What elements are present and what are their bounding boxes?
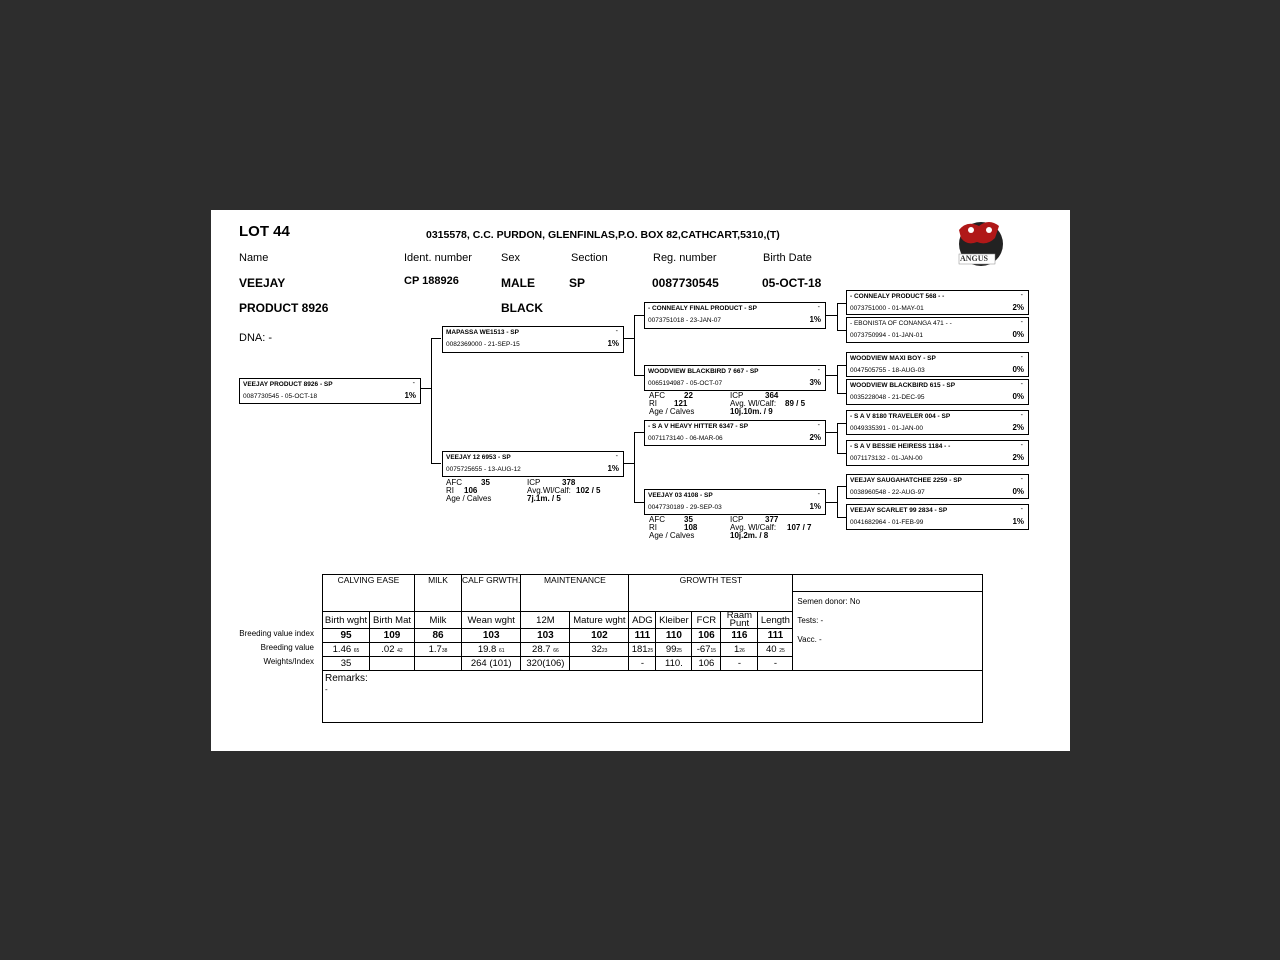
bv-cell: 1.46 65	[323, 643, 370, 657]
vacc-value: Vacc. -	[797, 635, 822, 644]
group-milk: MILK	[415, 575, 462, 612]
bv-cell: 1.738	[415, 643, 462, 657]
bv-cell: -6715	[692, 643, 721, 657]
pedigree-sire: MAPASSA WE1513 - SP - 0082369000 - 21-SEP-15 1%	[442, 326, 624, 353]
pedigree-g4-8: VEEJAY SCARLET 99 2834 - SP - 0041682964 - 01-FEB-99 1%	[846, 504, 1029, 530]
weight-cell	[370, 657, 415, 671]
weight-cell: 35	[323, 657, 370, 671]
owner-details: 0315578, C.C. PURDON, GLENFINLAS,P.O. BOX 82,CATHCART,5310,(T)	[426, 229, 780, 241]
index-cell: 103	[462, 629, 521, 643]
sex-value: MALE	[501, 276, 535, 290]
lot-number: LOT 44	[239, 223, 290, 240]
weight-cell: 264 (101)	[462, 657, 521, 671]
weight-cell: 110.	[656, 657, 692, 671]
remarks-section	[323, 671, 983, 723]
col-12m: 12M	[521, 612, 570, 629]
animal-notes	[793, 592, 983, 671]
group-maintenance: MAINTENANCE	[521, 575, 629, 612]
sire-dam-performance: AFC 22 ICP 364 RI 121 Avg. Wl/Calf: 89 / 5 Age / Calves 10j.10m. / 9	[649, 391, 806, 416]
col-wean-wght: Wean wght	[462, 612, 521, 629]
tests-value: Tests: -	[797, 616, 824, 625]
bv-cell: 126	[721, 643, 758, 657]
bv-cell: 9925	[656, 643, 692, 657]
semen-donor: Semen donor: No	[797, 597, 861, 606]
label-ident: Ident. number	[404, 252, 472, 264]
index-cell: 110	[656, 629, 692, 643]
col-mature-wght: Mature wght	[570, 612, 629, 629]
group-calf-growth: CALF GRWTH.	[462, 575, 521, 612]
group-calving-ease: CALVING EASE	[323, 575, 415, 612]
dna-status: DNA: -	[239, 332, 272, 344]
pedigree-dam-dam: VEEJAY 03 4108 - SP - 0047730189 - 29-SEP-03 1%	[644, 489, 826, 515]
bv-cell: 40 25	[758, 643, 793, 657]
breeding-value-table	[322, 574, 983, 723]
pedigree-g4-2: - EBONISTA OF CONANGA 471 - - - 0073750994 - 01-JAN-01 0%	[846, 317, 1029, 343]
col-kleiber: Kleiber	[656, 612, 692, 629]
dam-dam-performance: AFC 35 ICP 377 RI 108 Avg. Wl/Calf: 107 / 7 Age / Calves 10j.2m. / 8	[649, 515, 812, 540]
bv-cell: 28.7 66	[521, 643, 570, 657]
pedigree-g4-7: VEEJAY SAUGAHATCHEE 2259 - SP - 0038960548 - 22-AUG-97 0%	[846, 474, 1029, 499]
pedigree-g4-1: - CONNEALY PRODUCT 568 - - - 0073751000 - 01-MAY-01 2%	[846, 290, 1029, 315]
label-birth: Birth Date	[763, 252, 812, 264]
pedigree-g4-4: WOODVIEW BLACKBIRD 615 - SP - 0035228048 - 21-DEC-95 0%	[846, 379, 1029, 405]
index-cell: 106	[692, 629, 721, 643]
pedigree-dam: VEEJAY 12 6953 - SP - 0075725655 - 13-AUG-12 1%	[442, 451, 624, 477]
label-sex: Sex	[501, 252, 520, 264]
col-adg: ADG	[629, 612, 656, 629]
label-reg: Reg. number	[653, 252, 717, 264]
index-cell: 95	[323, 629, 370, 643]
animal-name-line2: PRODUCT 8926	[239, 301, 329, 315]
col-fcr: FCR	[692, 612, 721, 629]
dam-performance: AFC 35 ICP 378 RI 106 Avg.Wl/Calf: 102 / 5 Age / Calves 7j.1m. / 5	[446, 478, 601, 503]
ident-number: CP 188926	[404, 275, 459, 287]
pedigree-subject: VEEJAY PRODUCT 8926 - SP - 0087730545 - 05-OCT-18 1%	[239, 378, 421, 404]
colour-value: BLACK	[501, 301, 543, 315]
bv-cell: 18125	[629, 643, 656, 657]
animal-name-line1: VEEJAY	[239, 276, 286, 290]
weight-cell: 320(106)	[521, 657, 570, 671]
remarks-value: -	[325, 685, 328, 694]
section-value: SP	[569, 276, 586, 290]
index-cell: 111	[629, 629, 656, 643]
label-section: Section	[571, 252, 608, 264]
index-cell: 102	[570, 629, 629, 643]
pedigree-dam-sire: - S A V HEAVY HITTER 6347 - SP - 0071173140 - 06-MAR-06 2%	[644, 420, 826, 446]
index-cell: 109	[370, 629, 415, 643]
bv-cell: .02 42	[370, 643, 415, 657]
label-name: Name	[239, 252, 269, 264]
index-cell: 116	[721, 629, 758, 643]
col-raam-punt: Raam Punt	[721, 612, 758, 629]
group-growth-test: GROWTH TEST	[629, 575, 793, 612]
reg-number: 0087730545	[652, 276, 719, 290]
bv-cell: 3223	[570, 643, 629, 657]
bv-cell: 19.8 61	[462, 643, 521, 657]
col-milk: Milk	[415, 612, 462, 629]
row-label-weights: Weights/Index	[263, 657, 314, 666]
row-label-bv: Breeding value	[260, 643, 314, 652]
remarks-label: Remarks:	[325, 673, 368, 684]
pedigree-g4-5: - S A V 8180 TRAVELER 004 - SP - 0049335391 - 01-JAN-00 2%	[846, 410, 1029, 435]
birth-date: 05-OCT-18	[762, 276, 822, 290]
pedigree-g4-3: WOODVIEW MAXI BOY - SP - 0047505755 - 18-AUG-03 0%	[846, 352, 1029, 377]
pedigree-g4-6: - S A V BESSIE HEIRESS 1184 - - - 0071173132 - 01-JAN-00 2%	[846, 440, 1029, 466]
weight-cell: 106	[692, 657, 721, 671]
weight-cell	[570, 657, 629, 671]
col-birth-wght: Birth wght	[323, 612, 370, 629]
weight-cell: -	[629, 657, 656, 671]
col-birth-mat: Birth Mat	[370, 612, 415, 629]
row-label-index: Breeding value index	[239, 629, 314, 638]
pedigree-sire-dam: WOODVIEW BLACKBIRD 7 667 - SP - 0065194987 - 05-OCT-07 3%	[644, 365, 826, 391]
weight-cell	[415, 657, 462, 671]
index-cell: 103	[521, 629, 570, 643]
pedigree-sire-sire: - CONNEALY FINAL PRODUCT - SP - 0073751018 - 23-JAN-07 1%	[644, 302, 826, 329]
pedigree-certificate	[211, 210, 1070, 751]
index-cell: 86	[415, 629, 462, 643]
col-length: Length	[758, 612, 793, 629]
index-cell: 111	[758, 629, 793, 643]
weight-cell: -	[758, 657, 793, 671]
weight-cell: -	[721, 657, 758, 671]
angus-bull-logo-icon	[949, 216, 1009, 268]
logo-text: ANGUS	[960, 254, 989, 263]
